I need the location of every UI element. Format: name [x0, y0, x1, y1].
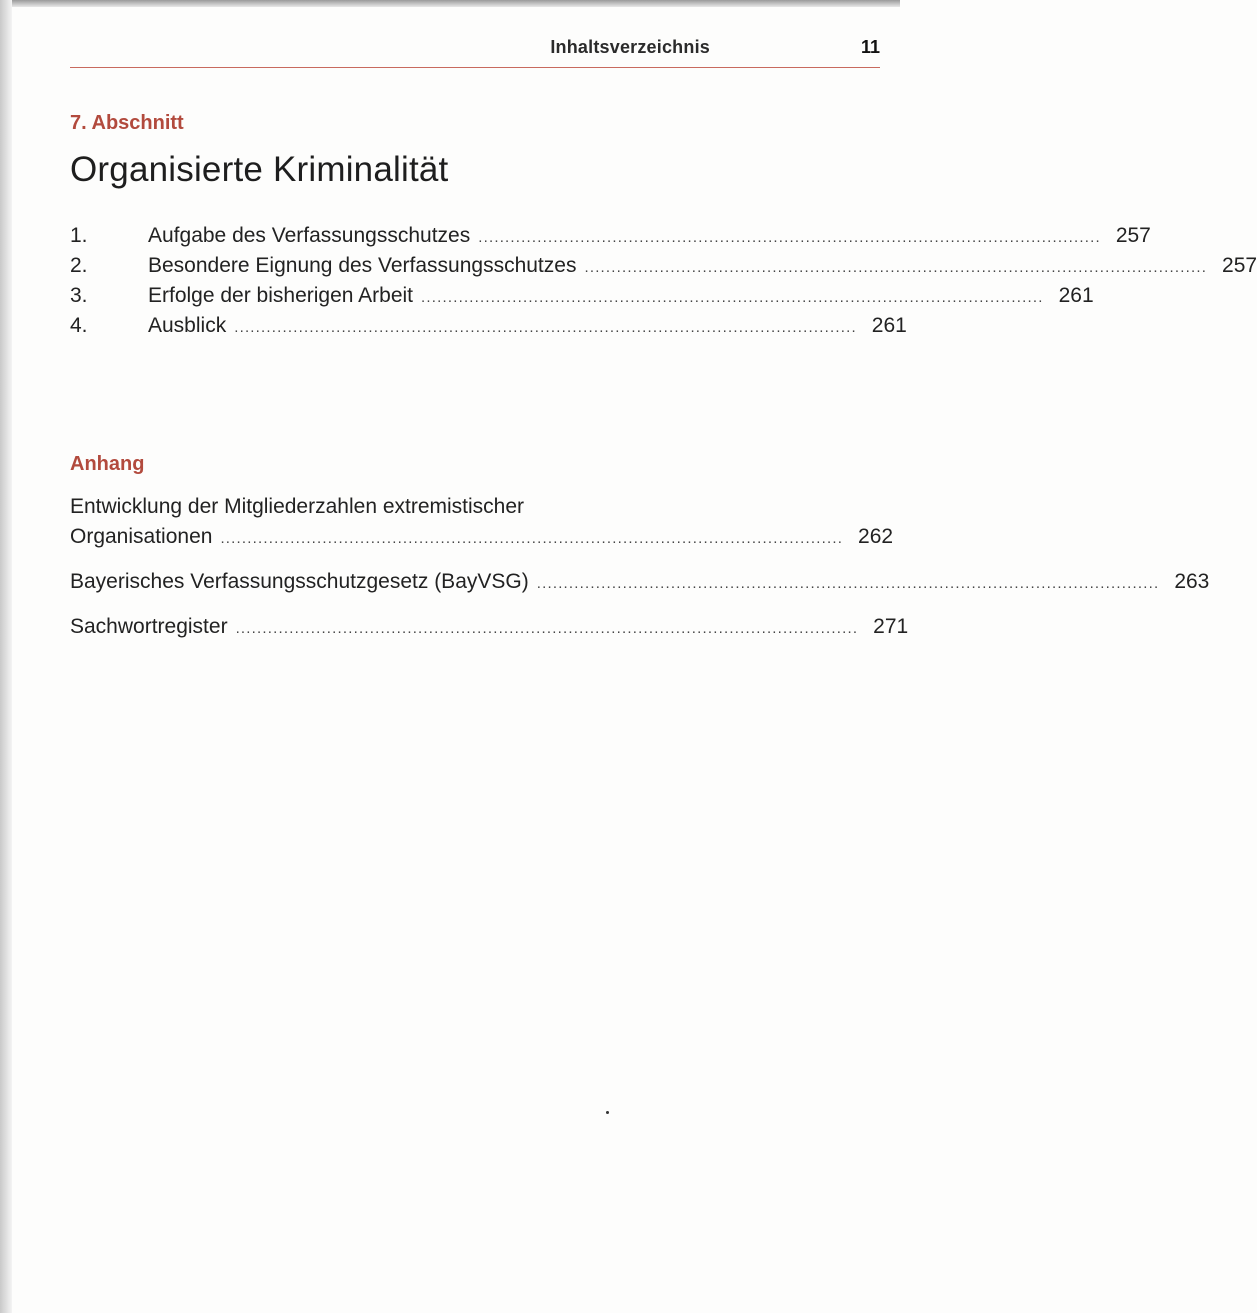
toc-entry-title: Ausblick — [148, 314, 227, 337]
dot-leader: .................................................................................................................... — [421, 289, 1044, 306]
appendix-entry-page: 262 — [858, 525, 894, 548]
toc-entry-title: Besondere Eignung des Verfassungsschutzes — [148, 254, 577, 277]
toc-entry-page: 257 — [1115, 224, 1151, 247]
dot-leader: .................................................................................................................... — [235, 620, 859, 637]
toc-entry-title: Aufgabe des Verfassungsschutzes — [148, 224, 471, 247]
running-header — [70, 30, 880, 68]
appendix-entry[interactable] — [70, 492, 894, 552]
page-number: 11 — [860, 37, 880, 57]
appendix-entry-page: 263 — [1174, 570, 1210, 593]
appendix-entry-title: Bayerisches Verfassungsschutzgesetz (BayVSG) — [70, 570, 529, 593]
appendix-entry-row — [70, 522, 894, 552]
appendix-entry-page: 271 — [873, 615, 909, 638]
appendix-entry-title: Sachwortregister — [70, 615, 228, 638]
toc-entry[interactable] — [70, 311, 907, 341]
dot-leader: .................................................................................................................... — [234, 319, 857, 336]
appendix-entry-title: Organisationen — [70, 525, 213, 548]
running-header-title: Inhaltsverzeichnis — [550, 37, 710, 57]
dot-leader: .................................................................................................................... — [584, 259, 1208, 276]
dot-leader: .................................................................................................................... — [220, 530, 844, 547]
toc-entry-number: 1. — [70, 224, 88, 247]
appendix-entry-title-line1: Entwicklung der Mitgliederzahlen extremistischer — [70, 495, 525, 518]
appendix-entry[interactable] — [70, 612, 909, 642]
toc-entry[interactable] — [70, 281, 1094, 311]
appendix-entry-row — [70, 567, 1210, 597]
toc-entry-number: 2. — [70, 254, 88, 277]
appendix-list — [70, 492, 1210, 657]
header-divider — [70, 67, 880, 68]
page-top-edge-shadow — [0, 0, 900, 7]
scan-speck — [606, 1111, 609, 1114]
toc-entry-number: 3. — [70, 284, 88, 307]
page-left-edge-shadow — [0, 0, 12, 1313]
section-title: Organisierte Kriminalität — [70, 150, 449, 189]
dot-leader: .................................................................................................................... — [536, 575, 1160, 592]
toc-entry-page: 261 — [1058, 284, 1094, 307]
toc-entry[interactable] — [70, 221, 1151, 251]
toc-entry-page: 261 — [871, 314, 907, 337]
toc-list — [70, 221, 1257, 341]
appendix-entry-row — [70, 612, 909, 642]
appendix-label: Anhang — [70, 453, 145, 475]
toc-entry-page: 257 — [1222, 254, 1257, 277]
section-label: 7. Abschnitt — [70, 112, 184, 134]
toc-entry-title: Erfolge der bisherigen Arbeit — [148, 284, 413, 307]
toc-entry-number: 4. — [70, 314, 88, 337]
appendix-entry[interactable] — [70, 567, 1210, 597]
dot-leader: .................................................................................................................... — [478, 229, 1101, 246]
toc-entry[interactable] — [70, 251, 1257, 281]
